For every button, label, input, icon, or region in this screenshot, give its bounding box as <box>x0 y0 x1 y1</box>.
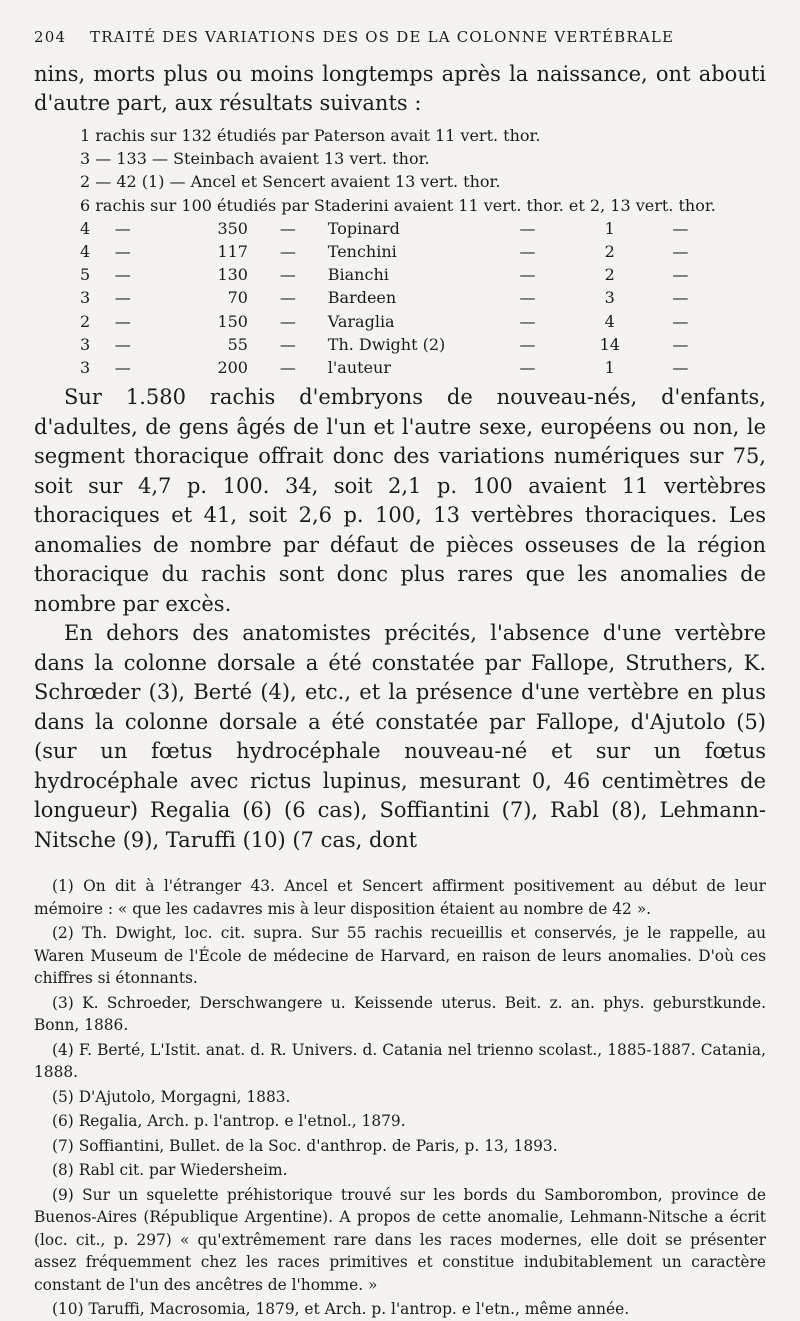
paragraph: En dehors des anatomistes précités, l'absence d'une vertèbre dans la colonne dorsale a été constatée par Fallope, Struthers, K. Schrœder (3), Berté (4), etc., et la présence d'une vertèbre en plus dans la colonne dorsale a été constatée par Fallope, d'Ajutolo (5) (sur un fœtus hydrocéphale nouveau-né et sur un fœtus hydrocéphale avec rictus lupinus, mesurant 0, 46 centimètres de longueur) Regalia (6) (6 cas), Soffiantini (7), Rabl (8), Lehmann-Nitsche (9), Taruffi (10) (7 cas, dont <box>34 621 766 852</box>
dash-cell: — <box>672 311 689 331</box>
count-13-cell: 1 <box>604 218 615 238</box>
count-13-cell: 1 <box>604 358 615 378</box>
count-13-cell: 14 <box>599 334 620 354</box>
dash-cell: — <box>672 265 689 285</box>
dash-cell: — <box>279 334 296 354</box>
dash-cell: — <box>519 265 536 285</box>
dash-cell: — <box>672 242 689 262</box>
running-header <box>34 28 766 56</box>
dash-cell: — <box>114 242 131 262</box>
author-cell: Th. Dwight (2) <box>327 334 446 354</box>
dash-cell: — <box>114 311 131 331</box>
author-cell: Tenchini <box>327 242 397 262</box>
author-cell: Varaglia <box>327 311 395 331</box>
table-row <box>76 124 720 147</box>
running-title: TRAITÉ DES VARIATIONS DES OS DE LA COLONNE VERTÉBRALE <box>90 28 675 46</box>
total-cell: 350 <box>217 218 248 238</box>
dash-cell: — <box>279 218 296 238</box>
total-cell: 200 <box>217 358 248 378</box>
dash-cell: — <box>114 334 131 354</box>
count-cell: 3 <box>80 288 91 308</box>
count-13-cell: 2 <box>604 242 615 262</box>
footnote: (1) On dit à l'étranger 43. Ancel et Sencert affirment positivement au début de leur mémoire : « que les cadavres mis à leur disposition étaient au nombre de 42 ». <box>34 877 766 918</box>
total-cell: 55 <box>227 334 248 354</box>
dash-cell: — <box>114 265 131 285</box>
count-cell: 3 <box>80 334 91 354</box>
author-cell: Bianchi <box>327 265 389 285</box>
table-line: 1 rachis sur 132 étudiés par Paterson avait 11 vert. thor. <box>80 126 541 145</box>
table-row <box>76 263 720 286</box>
count-13-cell: 4 <box>604 311 615 331</box>
footnote: (5) D'Ajutolo, Morgagni, 1883. <box>52 1087 291 1106</box>
author-cell: l'auteur <box>327 358 391 378</box>
dash-cell: — <box>114 358 131 378</box>
dash-cell: — <box>519 288 536 308</box>
footnotes <box>34 875 766 1321</box>
footnote: (8) Rabl cit. par Wiedersheim. <box>52 1161 288 1180</box>
author-cell: Topinard <box>327 218 400 238</box>
table-row <box>76 310 720 333</box>
footnote: (10) Taruffi, Macrosomia, 1879, et Arch. p. l'antrop. e l'etn., même année. <box>52 1300 630 1319</box>
footnote: (2) Th. Dwight, loc. cit. supra. Sur 55 rachis recueillis et conservés, je le rappelle, au Waren Museum de l'École de médecine de Harvard, en raison de leurs anomalies. D'où ces chiffres si étonnants. <box>34 924 766 988</box>
dash-cell: — <box>672 288 689 308</box>
dash-cell: — <box>519 218 536 238</box>
count-13-cell: 2 <box>604 265 615 285</box>
dash-cell: — <box>672 334 689 354</box>
count-cell: 4 <box>80 218 91 238</box>
table-line: 6 rachis sur 100 étudiés par Staderini avaient 11 vert. thor. et 2, 13 vert. thor. <box>80 195 716 215</box>
dash-cell: — <box>672 358 689 378</box>
dash-cell: — <box>279 288 296 308</box>
dash-cell: — <box>279 358 296 378</box>
total-cell: 150 <box>217 311 248 331</box>
dash-cell: — <box>114 288 131 308</box>
page-number: 204 <box>34 28 67 46</box>
table-row <box>76 333 720 356</box>
dash-cell: — <box>519 242 536 262</box>
footnote: (4) F. Berté, L'Istit. anat. d. R. Univers. d. Catania nel trienno scolast., 1885-1887. Catania, 1888. <box>34 1040 766 1082</box>
footnote: (7) Soffiantini, Bullet. de la Soc. d'anthrop. de Paris, p. 13, 1893. <box>52 1136 558 1155</box>
table-row <box>76 194 720 217</box>
dash-cell: — <box>279 242 296 262</box>
count-cell: 3 <box>80 358 91 378</box>
table-row <box>76 217 720 240</box>
dash-cell: — <box>672 218 689 238</box>
total-cell: 117 <box>217 242 248 262</box>
author-cell: Bardeen <box>327 288 397 308</box>
table-line: 2 — 42 (1) — Ancel et Sencert avaient 13 vert. thor. <box>80 172 501 192</box>
total-cell: 130 <box>217 265 248 285</box>
statistics-table <box>76 124 720 379</box>
table-row <box>76 356 720 379</box>
paragraph: Sur 1.580 rachis d'embryons de nouveau-nés, d'enfants, d'adultes, de gens âgés de l'un et l'autre sexe, européens ou non, le segment thoracique offrait donc des variations numériques sur 75, soit sur 4,7 p. 100. 34, soit 2,1 p. 100 avaient 11 vertèbres thoraciques et 41, soit 2,6 p. 100, 13 vertèbres thoraciques. Les anomalies de nombre par défaut de pièces osseuses de la région thoracique du rachis sont donc plus rares que les anomalies de nombre par excès. <box>34 385 766 616</box>
table-line: 3 — 133 — Steinbach avaient 13 vert. thor. <box>80 149 430 169</box>
table-row <box>76 147 720 170</box>
count-cell: 5 <box>80 265 91 285</box>
footnote: (3) K. Schroeder, Derschwangere u. Keissende uterus. Beit. z. an. phys. geburstkunde. Bonn, 1886. <box>34 993 766 1035</box>
dash-cell: — <box>114 218 131 238</box>
footnote: (6) Regalia, Arch. p. l'antrop. e l'etnol., 1879. <box>52 1112 406 1131</box>
dash-cell: — <box>279 311 296 331</box>
dash-cell: — <box>519 334 536 354</box>
dash-cell: — <box>519 358 536 378</box>
count-cell: 4 <box>80 242 91 262</box>
dash-cell: — <box>519 311 536 331</box>
table-row <box>76 170 720 193</box>
total-cell: 70 <box>227 288 248 308</box>
body-text <box>34 383 766 855</box>
table-row <box>76 286 720 309</box>
count-13-cell: 3 <box>604 288 615 308</box>
intro-text: nins, morts plus ou moins longtemps après la naissance, ont abouti d'autre part, aux résultats suivants : <box>34 62 766 115</box>
table-row <box>76 240 720 263</box>
count-cell: 2 <box>80 311 91 331</box>
dash-cell: — <box>279 265 296 285</box>
footnote: (9) Sur un squelette préhistorique trouvé sur les bords du Samborombon, province de Buenos-Aires (République Argentine). A propos de cette anomalie, Lehmann-Nitsche a écrit (loc. cit., p. 297) « qu'extrêmement rare dans les races modernes, elle doit se présenter assez fréquemment chez les races primitives et constitue indubitablement un caractère constant de l'un des ancêtres de l'homme. » <box>34 1185 766 1294</box>
